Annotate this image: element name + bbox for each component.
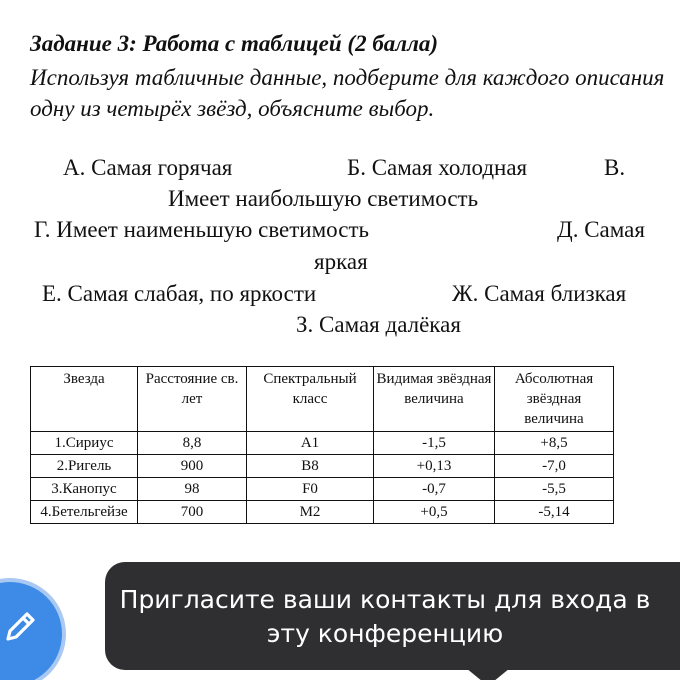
cell-distance: 900 [138,455,247,478]
option-g: Г. Имеет наименьшую светимость [34,217,369,242]
table-row [31,478,614,501]
cell-apparent-magnitude: +0,13 [374,455,495,478]
option-z: З. Самая далёкая [296,312,461,337]
cell-apparent-magnitude: -0,7 [374,478,495,501]
cell-spectral-class: M2 [247,501,374,524]
toast-pointer [466,668,510,680]
table-row [31,432,614,455]
cell-star: 2.Ригель [31,455,138,478]
option-d-end: яркая [314,249,368,274]
option-a: А. Самая горячая [63,155,233,180]
cell-absolute-magnitude: -5,14 [495,501,614,524]
cell-apparent-magnitude: +0,5 [374,501,495,524]
option-e: Е. Самая слабая, по яркости [42,281,317,306]
header-distance: Расстояние св. лет [138,367,247,432]
task-text: Используя табличные данные, подберите для каждого описания одну из четырёх звёзд, объясните выбор. [30,65,665,121]
option-zh: Ж. Самая близкая [452,281,627,306]
header-absolute-magnitude: Абсолютная звёздная величина [495,367,614,432]
option-v-letter: В. [604,155,626,180]
option-v-text: Имеет наибольшую светимость [168,186,479,211]
cell-spectral-class: B8 [247,455,374,478]
table-row [31,455,614,478]
header-star: Звезда [31,367,138,432]
task-title: Задание 3: Работа с таблицей (2 балла) [30,31,439,56]
invite-contacts-toast[interactable] [105,562,680,670]
header-spectral-class: Спектральный класс [247,367,374,432]
cell-star: 4.Бетельгейзе [31,501,138,524]
cell-apparent-magnitude: -1,5 [374,432,495,455]
cell-star: 1.Сириус [31,432,138,455]
cell-spectral-class: A1 [247,432,374,455]
cell-absolute-magnitude: -7,0 [495,455,614,478]
option-d-start: Д. Самая [557,217,645,242]
cell-absolute-magnitude: -5,5 [495,478,614,501]
cell-distance: 98 [138,478,247,501]
header-apparent-magnitude: Видимая звёздная величина [374,367,495,432]
cell-star: 3.Канопус [31,478,138,501]
option-b: Б. Самая холодная [347,155,528,180]
cell-absolute-magnitude: +8,5 [495,432,614,455]
stars-table [30,366,614,524]
cell-spectral-class: F0 [247,478,374,501]
toast-text-line-2: эту конференцию [266,619,504,648]
cell-distance: 8,8 [138,432,247,455]
toast-text-line-1: Пригласите ваши контакты для входа в [119,585,651,614]
table-row [31,501,614,524]
table-header-row [31,367,614,432]
pencil-icon[interactable] [0,607,40,647]
cell-distance: 700 [138,501,247,524]
